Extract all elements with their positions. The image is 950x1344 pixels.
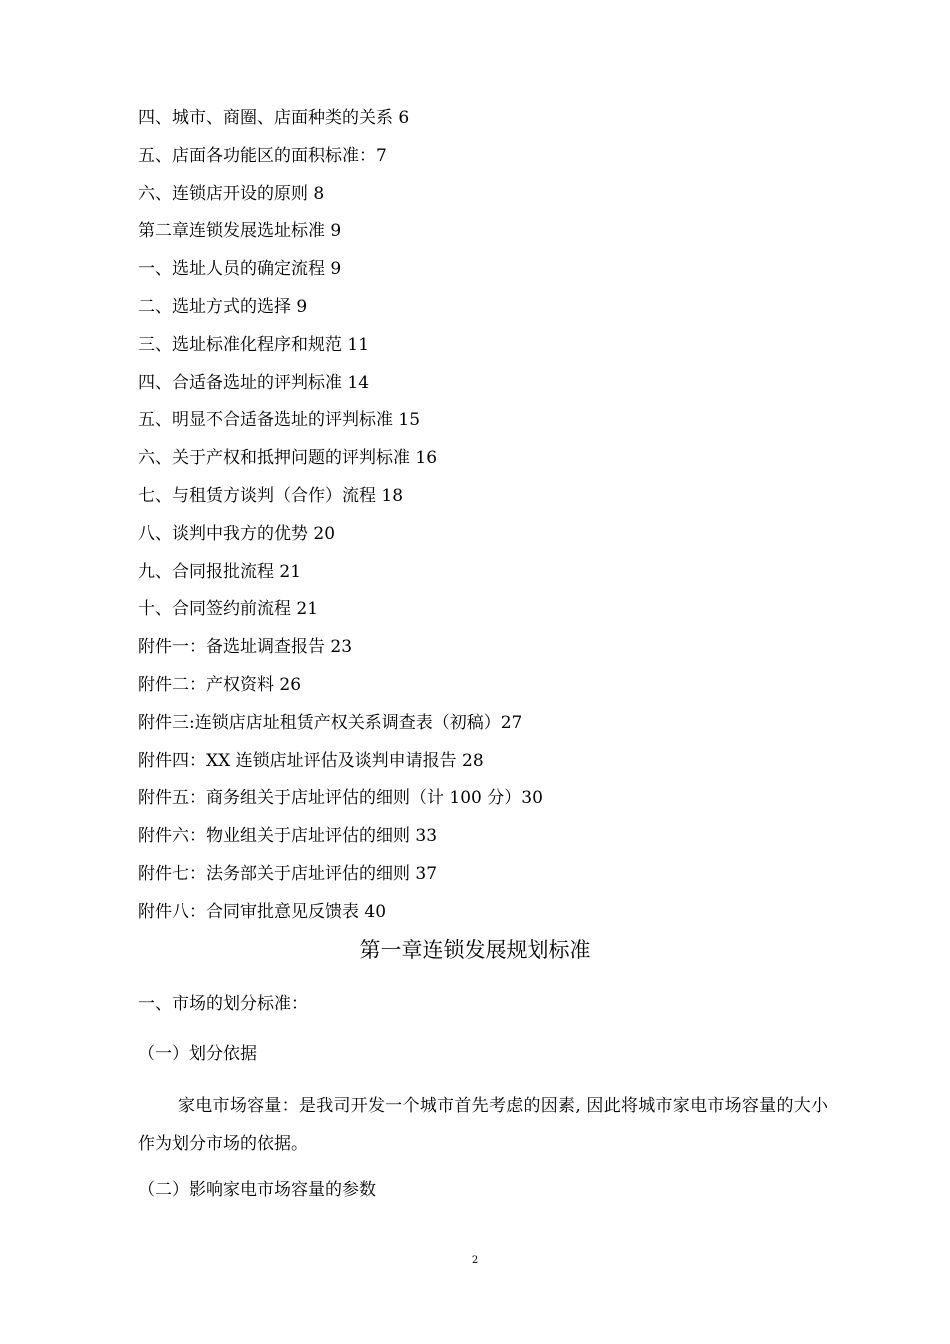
toc-item: 六、关于产权和抵押问题的评判标准 16 [138,448,438,469]
page-number: 2 [471,1255,479,1266]
toc-item: 附件七：法务部关于店址评估的细则 37 [138,863,438,884]
toc-item: 二、选址方式的选择 9 [138,296,308,317]
toc-item: 四、合适备选址的评判标准 14 [138,372,370,393]
toc-item: 九、合同报批流程 21 [138,561,302,582]
body-paragraph: 家电市场容量：是我司开发一个城市首先考虑的因素, 因此将城市家电市场容量的大小作为划分市场的依据。 [138,1096,828,1154]
toc-item: 六、连锁店开设的原则 8 [138,183,325,204]
toc-item: 附件一：备选址调查报告 23 [138,637,353,658]
toc-item: 附件五：商务组关于店址评估的细则（计 100 分）30 [138,788,543,809]
toc-item: 一、选址人员的确定流程 9 [138,259,342,280]
toc-item: 附件三:连锁店店址租赁产权关系调查表（初稿）27 [138,712,523,733]
toc-item: 十、合同签约前流程 21 [138,599,319,620]
toc-item: 附件八：合同审批意见反馈表 40 [138,901,387,922]
toc-item: 附件二：产权资料 26 [138,674,302,695]
toc-item: 第二章连锁发展选址标准 9 [138,221,342,242]
table-of-contents [138,100,838,932]
section-heading: 一、市场的划分标准： [138,994,308,1014]
toc-item: 附件六：物业组关于店址评估的细则 33 [138,826,438,847]
sub-heading-parameters: （二）影响家电市场容量的参数 [138,1180,376,1200]
chapter-title: 第一章连锁发展规划标准 [359,938,591,962]
toc-item: 五、明显不合适备选址的评判标准 15 [138,410,421,431]
toc-item: 五、店面各功能区的面积标准：7 [138,145,387,166]
toc-item: 四、城市、商圈、店面种类的关系 6 [138,108,410,128]
toc-item: 八、谈判中我方的优势 20 [138,523,336,544]
toc-item: 附件四：XX 连锁店址评估及谈判申请报告 28 [138,750,484,771]
toc-item: 七、与租赁方谈判（合作）流程 18 [138,485,404,506]
toc-item: 三、选址标准化程序和规范 11 [138,334,370,355]
sub-heading-basis: （一）划分依据 [138,1044,257,1064]
